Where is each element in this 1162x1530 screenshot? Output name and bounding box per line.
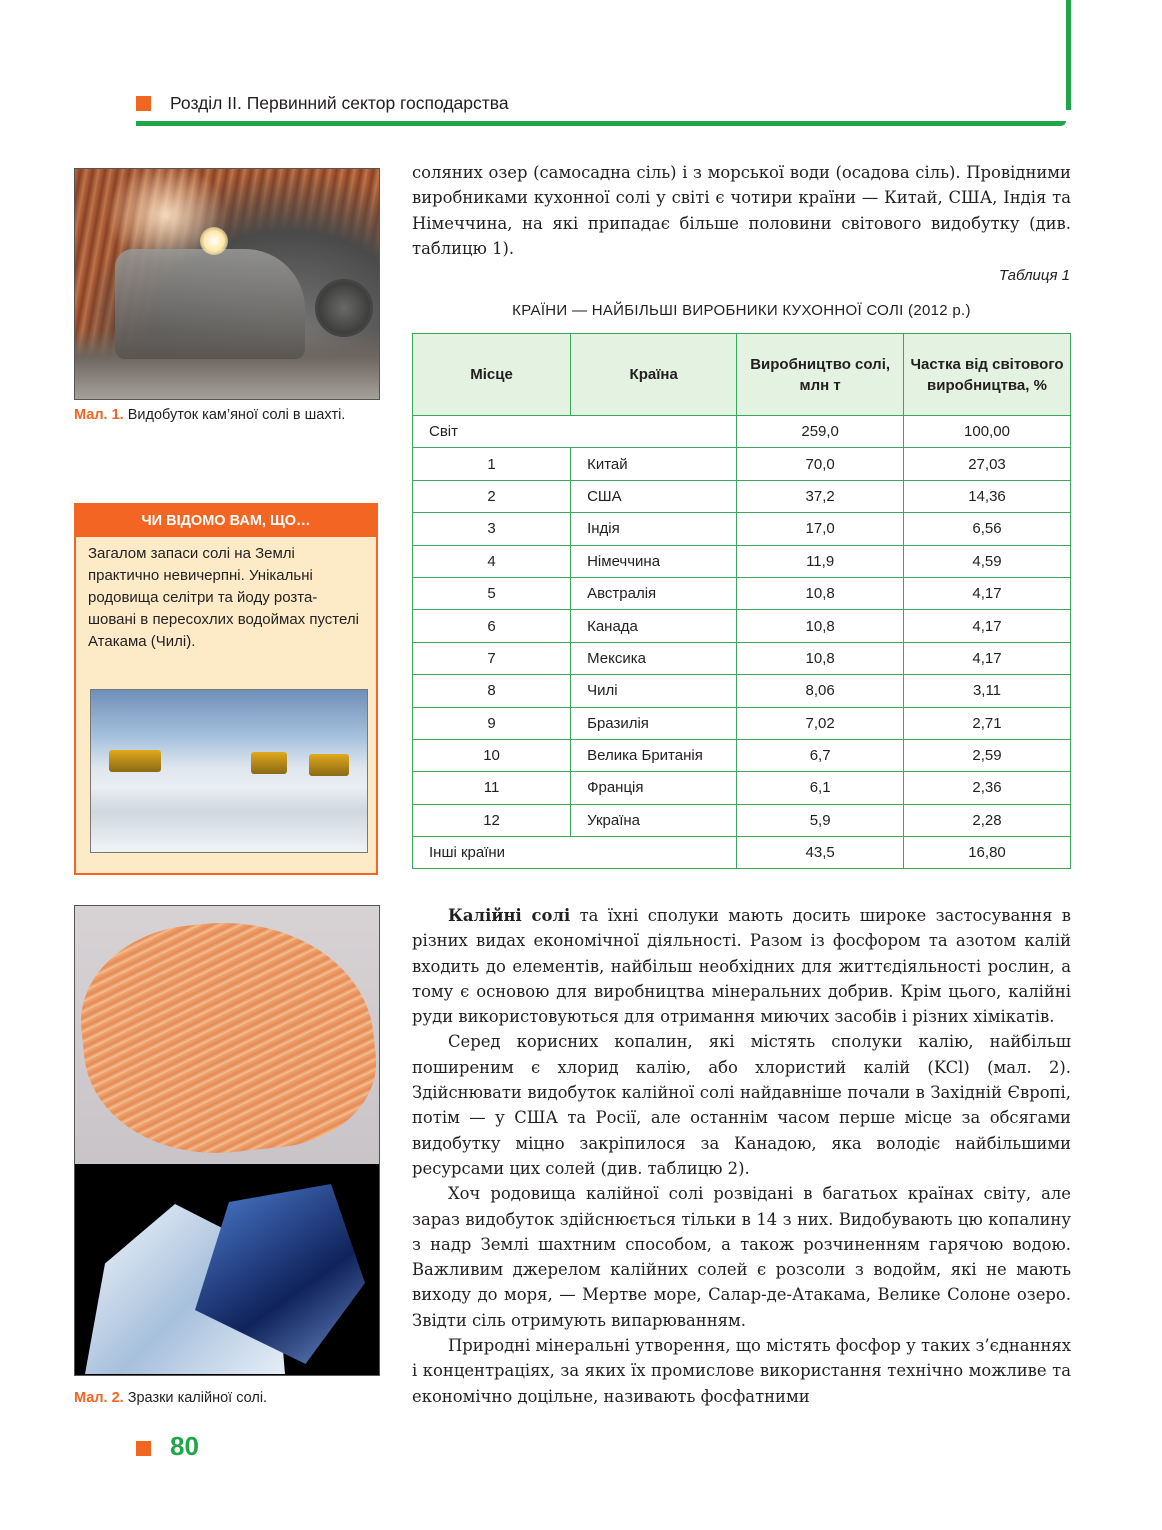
cell-share: 4,17 [903, 577, 1070, 609]
paragraph-potash-text: та їхні сполуки мають досить широке застосування в різних видах економічної діяльності. Разом із фосфором та азотом калій входить до елементів, найбільш необхідних для життєдіяльності рослин, а тому є основою для виробництва мінеральних добрив. Крім цього, калійні руди використовуються для отримання миючих засобів і різних хімікатів. [412, 906, 1071, 1027]
cell-country: Чилі [571, 675, 737, 707]
table-row [413, 480, 1071, 512]
cell-share: 2,36 [903, 772, 1070, 804]
cell-country: Німеччина [571, 545, 737, 577]
cell-production: 10,8 [737, 577, 904, 609]
cell-share: 4,17 [903, 610, 1070, 642]
did-you-know-title: ЧИ ВІДОМО ВАМ, ЩО… [76, 505, 376, 537]
did-you-know-text: Загалом запаси солі на Землі практично невичерпні. Унікальні родовища селітри та йоду розта-шовані в пересохлих водоймах пустелі Атакама (Чилі). [88, 545, 359, 650]
col-header-country: Країна [571, 334, 737, 416]
figure1-label: Мал. 1. [74, 407, 124, 423]
table-row-world [413, 416, 1071, 448]
cell-share: 6,56 [903, 513, 1070, 545]
figure1-caption [74, 405, 374, 426]
did-you-know-box [74, 503, 378, 875]
table-row [413, 707, 1071, 739]
cell-production: 37,2 [737, 480, 904, 512]
intro-paragraph [412, 160, 1071, 261]
salt-flat-photo [90, 689, 368, 853]
cell-country: Китай [571, 448, 737, 480]
page-number-marker [136, 1441, 151, 1456]
section-title: Розділ ІІ. Первинний сектор господарства [170, 93, 509, 113]
cell-production: 6,7 [737, 739, 904, 771]
cell-share: 14,36 [903, 480, 1070, 512]
header-border-line [136, 121, 1066, 126]
cell-production: 7,02 [737, 707, 904, 739]
cell-place: 5 [413, 577, 571, 609]
header-marker [136, 96, 151, 111]
cell-country: Бразилія [571, 707, 737, 739]
cell-production: 70,0 [737, 448, 904, 480]
body-text [412, 903, 1071, 1409]
table-row [413, 739, 1071, 771]
cell-production: 17,0 [737, 513, 904, 545]
table-title: КРАЇНИ — НАЙБІЛЬШІ ВИРОБНИКИ КУХОННОЇ СОЛІ (2012 р.) [512, 302, 971, 319]
cell-production: 10,8 [737, 642, 904, 674]
cell-place: 9 [413, 707, 571, 739]
world-share: 100,00 [903, 416, 1070, 448]
world-label: Світ [413, 416, 737, 448]
paragraph-deposits: Хоч родовища калійної солі розвідані в багатьох країнах світу, але зараз видобуток здійснюється тільки в 14 з них. Видобувають цю копалину з надр Землі шахтним способом, а також розчиненням гарячою водою. Важливим джерелом калійних солей є розсоли з водойм, які не мають виходу до моря, — Мертве море, Салар-де-Атакама, Велике Солоне озеро. Звідти сіль отримують випарюванням. [412, 1184, 1071, 1330]
cell-production: 8,06 [737, 675, 904, 707]
cell-place: 4 [413, 545, 571, 577]
cell-place: 10 [413, 739, 571, 771]
cell-share: 3,11 [903, 675, 1070, 707]
table-row [413, 577, 1071, 609]
col-header-share: Частка від світового виробництва, % [903, 334, 1070, 416]
cell-production: 5,9 [737, 804, 904, 836]
intro-text: соляних озер (самосадна сіль) і з морської води (осадова сіль). Провідними виробниками кухонної солі у світі є чотири країни — Китай, США, Індія та Німеччина, на які припадає більше половини світового видобутку (див. таблицю 1). [412, 163, 1071, 258]
header-border-vertical [1066, 0, 1071, 110]
figure2-caption-text: Зразки калійної солі. [127, 1390, 268, 1406]
others-production: 43,5 [737, 837, 904, 869]
paragraph-kcl: Серед корисних копалин, які містять сполуки калію, найбільш поширеним є хлорид калію, або хлористий калій (KCl) (мал. 2). Здійснювати видобуток калійної солі найдавніше почали в Західній Європі, потім — у США та Росії, але останнім часом перше місце за обсягами видобутку міцно закріпилося за Канадою, яка володіє найбільшими ресурсами цих солей (див. таблицю 2). [412, 1032, 1071, 1178]
table-row [413, 610, 1071, 642]
cell-share: 4,17 [903, 642, 1070, 674]
page-number: 80 [170, 1431, 199, 1461]
potash-term: Калійні солі [448, 906, 571, 925]
cell-place: 8 [413, 675, 571, 707]
others-label: Інші країни [413, 837, 737, 869]
cell-country: Мексика [571, 642, 737, 674]
cell-production: 11,9 [737, 545, 904, 577]
table-row [413, 772, 1071, 804]
cell-country: Україна [571, 804, 737, 836]
potash-salt-photo [74, 905, 380, 1376]
cell-place: 1 [413, 448, 571, 480]
table-row [413, 545, 1071, 577]
cell-country: Австралія [571, 577, 737, 609]
others-share: 16,80 [903, 837, 1070, 869]
table-row [413, 675, 1071, 707]
col-header-production: Виробництво солі, млн т [737, 334, 904, 416]
figure2-caption [74, 1388, 374, 1409]
cell-country: США [571, 480, 737, 512]
cell-production: 10,8 [737, 610, 904, 642]
cell-share: 4,59 [903, 545, 1070, 577]
cell-place: 11 [413, 772, 571, 804]
cell-place: 12 [413, 804, 571, 836]
cell-share: 2,59 [903, 739, 1070, 771]
col-header-place: Місце [413, 334, 571, 416]
cell-place: 6 [413, 610, 571, 642]
cell-share: 2,71 [903, 707, 1070, 739]
table-row [413, 804, 1071, 836]
table-row [413, 448, 1071, 480]
cell-share: 27,03 [903, 448, 1070, 480]
figure1-caption-text: Видобуток кам’яної солі в шахті. [127, 407, 346, 423]
cell-share: 2,28 [903, 804, 1070, 836]
cell-place: 7 [413, 642, 571, 674]
table-row [413, 513, 1071, 545]
cell-production: 6,1 [737, 772, 904, 804]
table-row [413, 642, 1071, 674]
cell-place: 2 [413, 480, 571, 512]
paragraph-phosphates: Природні мінеральні утворення, що містять фосфор у таких з’єднаннях і концентраціях, за яких їх промислове використання технічно можливе та економічно доцільне, називають фосфатними [412, 1336, 1071, 1406]
cell-country: Канада [571, 610, 737, 642]
cell-country: Велика Британія [571, 739, 737, 771]
salt-producers-table [412, 333, 1071, 869]
paragraph-potash [412, 903, 1071, 1029]
table-row-others [413, 837, 1071, 869]
cell-place: 3 [413, 513, 571, 545]
world-production: 259,0 [737, 416, 904, 448]
cell-country: Франція [571, 772, 737, 804]
mine-photo [74, 168, 380, 400]
figure2-label: Мал. 2. [74, 1390, 124, 1406]
cell-country: Індія [571, 513, 737, 545]
table-number: Таблиця 1 [998, 267, 1070, 284]
